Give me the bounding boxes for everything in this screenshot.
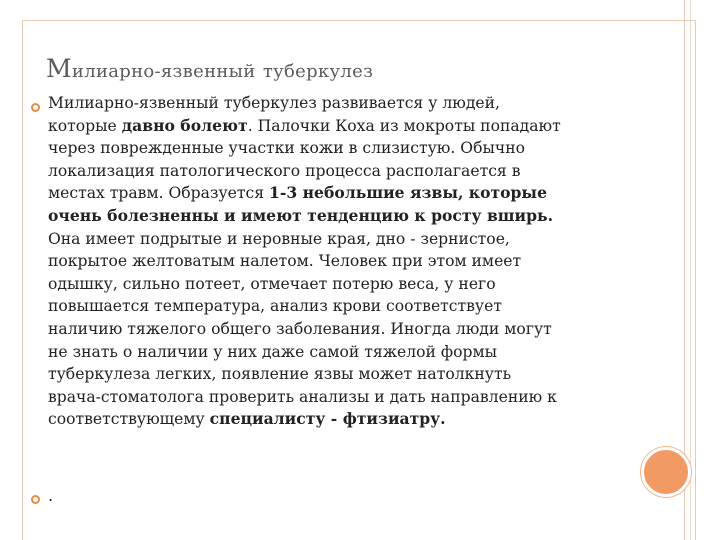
text-run: местах травм. Образуется <box>48 184 270 203</box>
bold-run: давно болеют <box>121 115 248 135</box>
slide-title <box>46 54 373 83</box>
text-line-bold: очень болезненны и имеют тенденцию к росту вширь. <box>48 205 554 225</box>
text-line: локализация патологического процесса располагается в <box>48 161 521 180</box>
text-line <box>48 115 708 138</box>
text-line: через поврежденные участки кожи в слизистую. Обычно <box>48 139 525 158</box>
text-run: соответствующему <box>48 410 210 429</box>
bullet-ring-icon <box>31 103 40 112</box>
title-word-1-rest: илиарно- <box>71 61 161 82</box>
bullet-ring-icon <box>31 495 40 504</box>
body-paragraph <box>48 92 708 431</box>
decorative-circle <box>641 447 691 497</box>
text-line: не знать о наличии у них даже самой тяжелой формы <box>48 342 498 361</box>
text-line: покрытое желтоватым налетом. Человек при этом имеет <box>48 252 522 271</box>
text-line: повышается температура, анализ крови соответствует <box>48 297 502 316</box>
text-line: Милиарно-язвенный туберкулез развивается у людей, <box>48 94 501 112</box>
text-line <box>48 182 708 205</box>
second-bullet-text: . <box>48 486 54 505</box>
text-run: . Палочки Коха из мокроты попадают <box>247 116 561 135</box>
text-line: одышку, сильно потеет, отмечает потерю веса, у него <box>48 274 496 293</box>
text-line: наличию тяжелого общего заболевания. Иногда люди могут <box>48 319 552 338</box>
bold-run: 1-3 небольшие язвы, которые <box>269 183 547 203</box>
text-line: врача-стоматолога проверить анализы и дать направлению к <box>48 387 557 406</box>
text-line <box>48 408 708 431</box>
title-initial: М <box>46 54 72 83</box>
title-word-2: язвенный <box>160 61 256 82</box>
title-word-3: туберкулез <box>262 61 374 82</box>
text-line: туберкулеза легких, появление язвы может натолкнуть <box>48 365 512 384</box>
text-run: которые <box>48 116 122 135</box>
text-line: Она имеет подрытые и неровные края, дно - зернистое, <box>48 229 510 248</box>
bold-run: специалисту - фтизиатру. <box>209 409 446 429</box>
